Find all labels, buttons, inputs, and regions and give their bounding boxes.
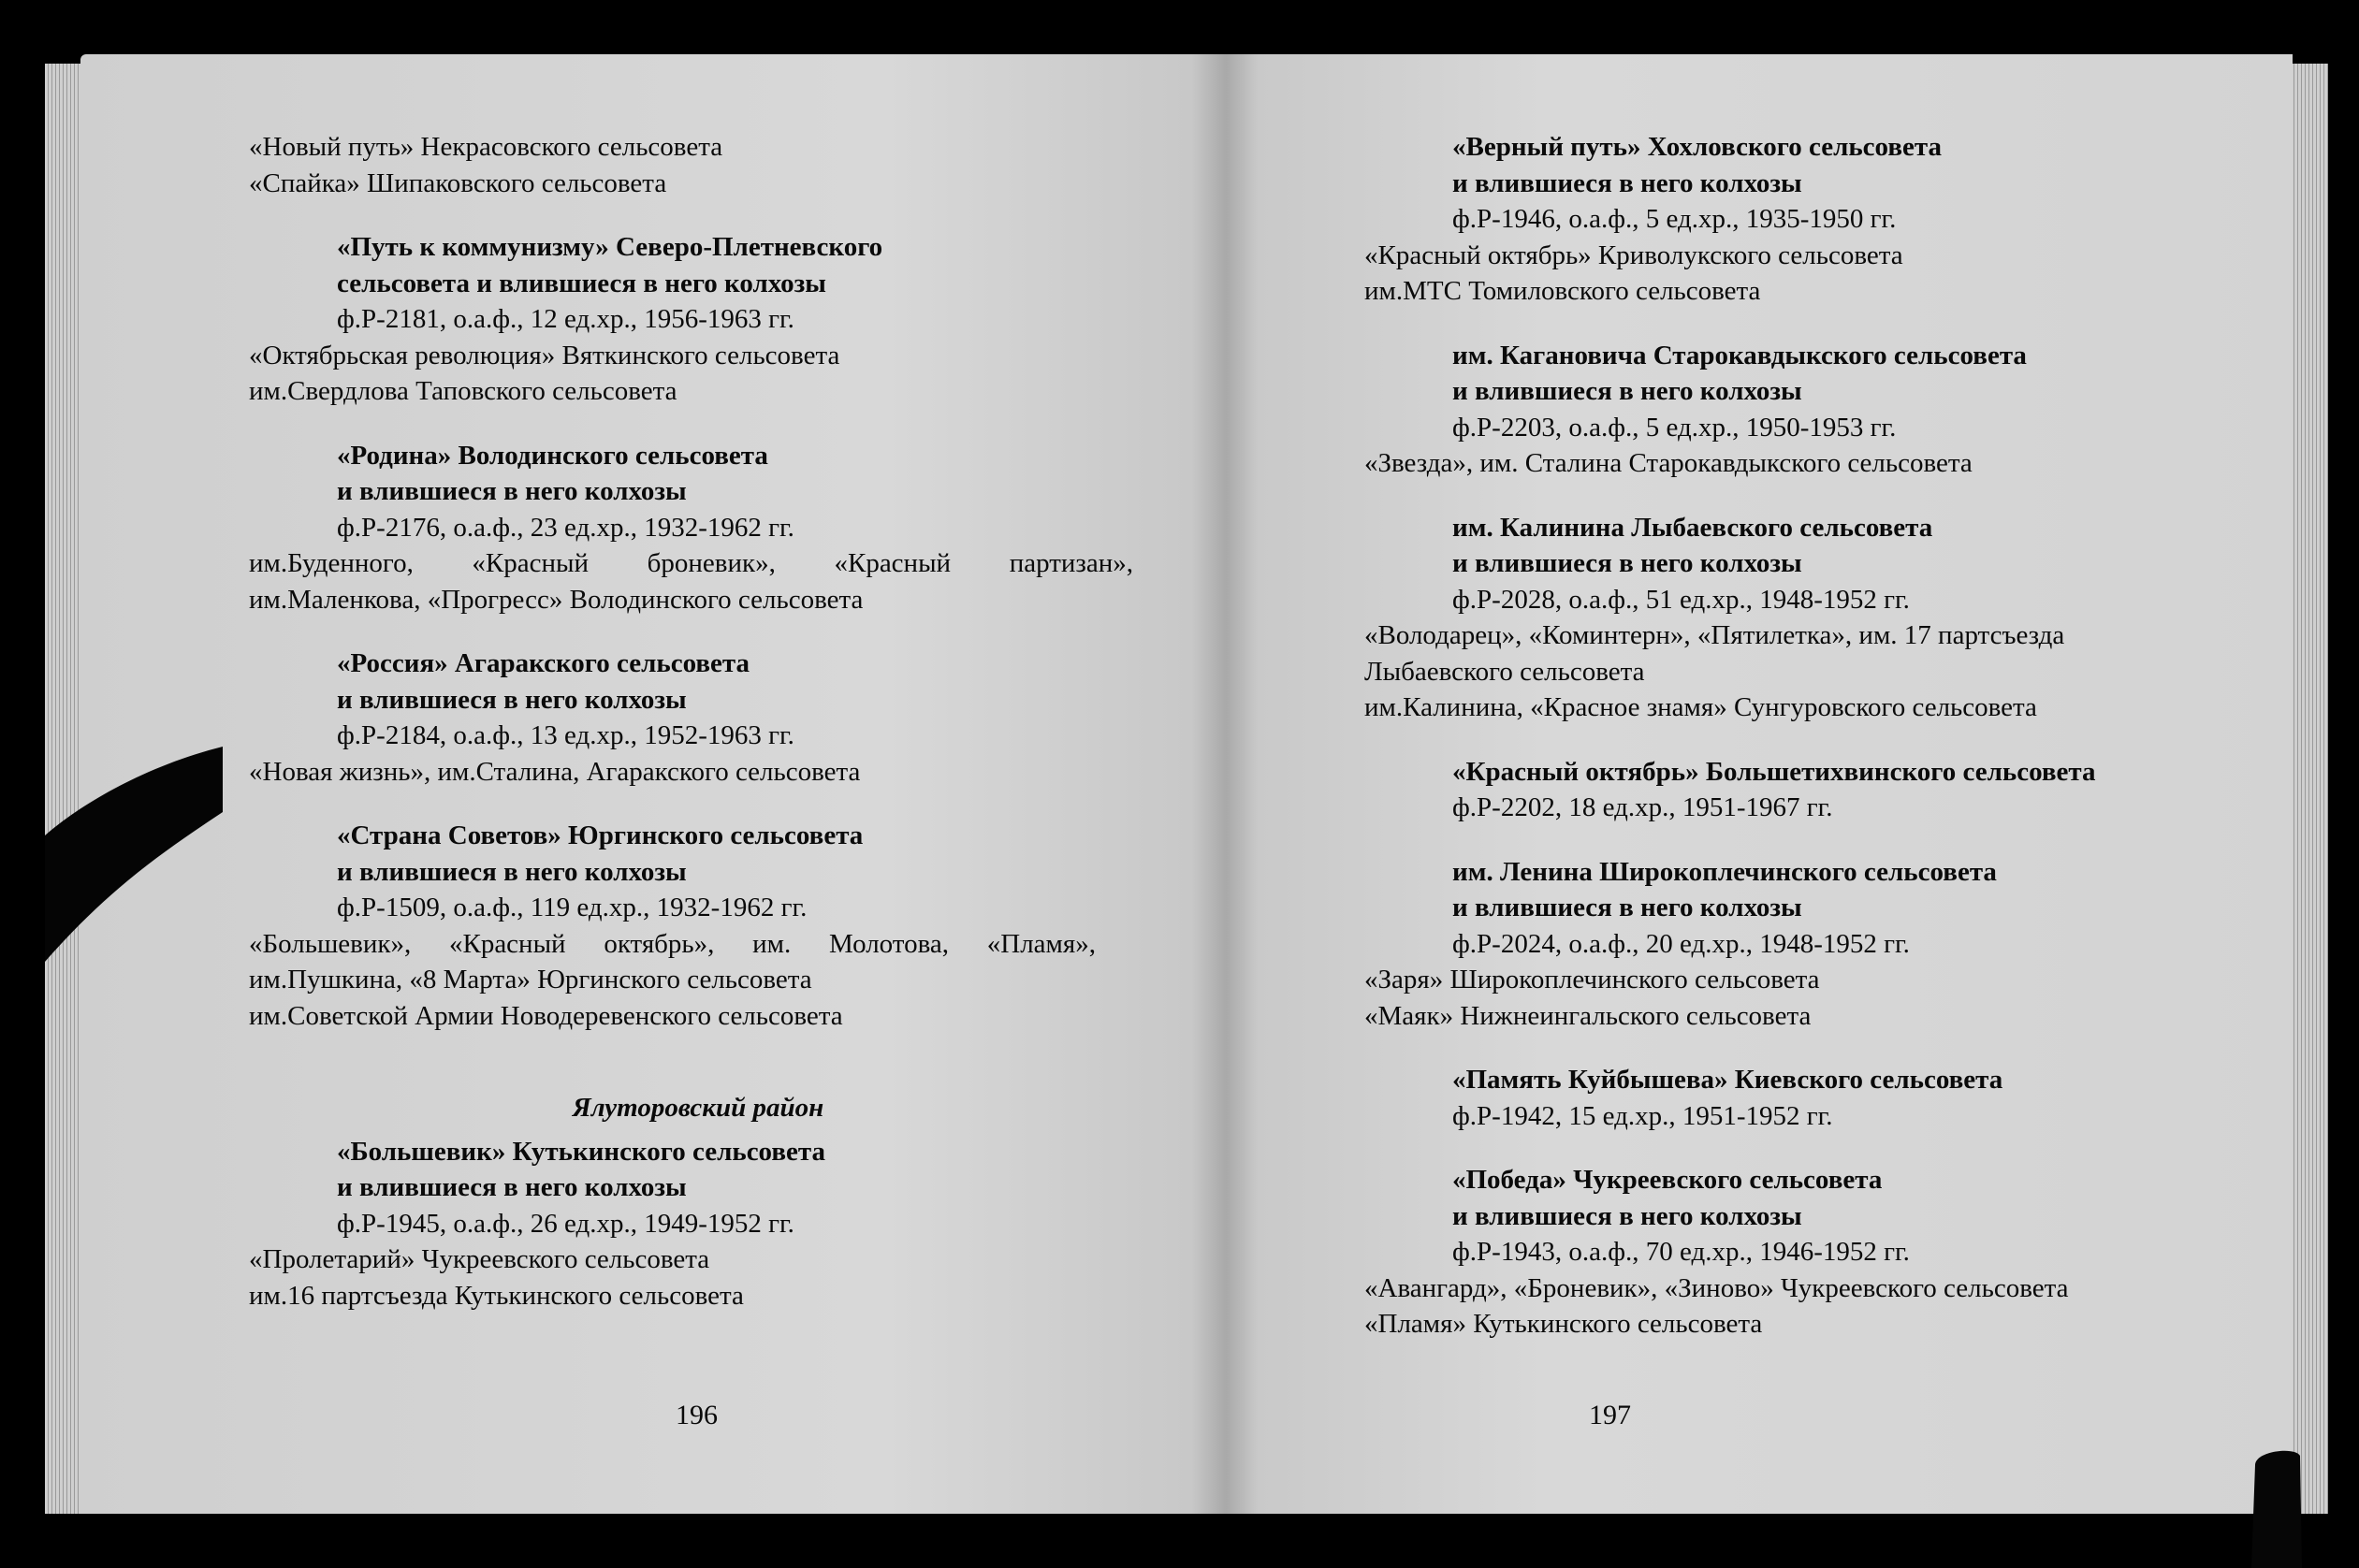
entry-heading: им. Калинина Лыбаевского сельсовета (1452, 512, 1933, 543)
farm-line: им.Буденного, «Красный броневик», «Красный партизан», (249, 548, 1133, 578)
binder-clip (2248, 1446, 2304, 1568)
farm-line: «Красный октябрь» Криволукского сельсовета (1364, 240, 1903, 270)
farm-line: им.Пушкина, «8 Марта» Юргинского сельсовета (249, 965, 812, 995)
entry-heading: «Красный октябрь» Большетихвинского сельсовета (1452, 756, 2096, 787)
fund-reference: ф.Р-2203, о.а.ф., 5 ед.хр., 1950-1953 гг. (1452, 412, 1897, 443)
farm-line: им.Калинина, «Красное знамя» Сунгуровского сельсовета (1364, 692, 2037, 722)
farm-line: «Заря» Широкоплечинского сельсовета (1364, 965, 1820, 995)
farm-line: им.Маленкова, «Прогресс» Володинского сельсовета (249, 584, 864, 615)
fund-entry (1364, 1062, 2263, 1134)
fund-entry (1364, 129, 2263, 310)
farm-line: им.МТС Томиловского сельсовета (1364, 276, 1761, 306)
entry-heading: и влившиеся в него колхозы (337, 684, 687, 715)
farm-line: «Звезда», им. Сталина Старокавдыкского сельсовета (1364, 448, 1973, 478)
fund-reference: ф.Р-2176, о.а.ф., 23 ед.хр., 1932-1962 гг. (337, 512, 794, 543)
fund-entry (1364, 338, 2263, 482)
fund-reference: ф.Р-1943, о.а.ф., 70 ед.хр., 1946-1952 гг. (1452, 1237, 1910, 1267)
fund-entry (1364, 510, 2263, 726)
entry-heading: и влившиеся в него колхозы (337, 476, 687, 506)
entry-heading: «Большевик» Кутькинского сельсовета (337, 1136, 825, 1167)
farm-line: Лыбаевского сельсовета (1364, 656, 1645, 687)
farm-line: «Большевик», «Красный октябрь», им. Молотова, «Пламя», (249, 928, 1096, 959)
right-page-edges (2291, 64, 2328, 1514)
right-page (1226, 54, 2293, 1514)
page-number: 196 (676, 1400, 718, 1430)
fund-entry (249, 438, 1185, 618)
entry-heading: «Верный путь» Хохловского сельсовета (1452, 132, 1942, 162)
farm-line: «Новая жизнь», им.Сталина, Агаракского сельсовета (249, 756, 861, 787)
entry-heading: «Путь к коммунизму» Северо-Плетневского (337, 232, 883, 262)
farm-line: им.Советской Армии Новодеревенского сельсовета (249, 1000, 843, 1031)
intro-block (249, 129, 1185, 201)
entry-heading: и влившиеся в него колхозы (337, 856, 687, 887)
entry-heading: «Страна Советов» Юргинского сельсовета (337, 820, 864, 850)
farm-line: «Пролетарий» Чукреевского сельсовета (249, 1244, 710, 1274)
fund-entry (249, 1134, 1185, 1314)
fund-reference: ф.Р-2184, о.а.ф., 13 ед.хр., 1952-1963 гг. (337, 720, 794, 750)
entry-heading: и влившиеся в него колхозы (1452, 1200, 1802, 1231)
ink-smear (45, 747, 223, 962)
entry-heading: им. Ленина Широкоплечинского сельсовета (1452, 856, 1997, 887)
farm-line: «Спайка» Шипаковского сельсовета (249, 167, 667, 198)
region-heading: Ялуторовский район (572, 1093, 824, 1123)
farm-line: «Пламя» Кутькинского сельсовета (1364, 1309, 1763, 1339)
fund-reference: ф.Р-2202, 18 ед.хр., 1951-1967 гг. (1452, 792, 1833, 822)
entry-heading: «Память Куйбышева» Киевского сельсовета (1452, 1065, 2003, 1095)
entry-heading: «Победа» Чукреевского сельсовета (1452, 1165, 1883, 1195)
entry-heading: «Родина» Володинского сельсовета (337, 440, 768, 471)
entry-heading: и влившиеся в него колхозы (1452, 376, 1802, 406)
fund-entry (249, 229, 1185, 410)
fund-reference: ф.Р-1509, о.а.ф., 119 ед.хр., 1932-1962 гг. (337, 893, 808, 922)
entry-heading: сельсовета и влившиеся в него колхозы (337, 268, 826, 298)
fund-entry (249, 646, 1185, 790)
fund-entry (1364, 1162, 2263, 1343)
fund-reference: ф.Р-1946, о.а.ф., 5 ед.хр., 1935-1950 гг. (1452, 204, 1897, 234)
open-book (45, 54, 2328, 1514)
farm-line: «Володарец», «Коминтерн», «Пятилетка», им. 17 партсъезда (1364, 620, 2065, 650)
entry-heading: и влившиеся в него колхозы (1452, 548, 1802, 578)
farm-line: им.Свердлова Таповского сельсовета (249, 376, 677, 406)
right-page-content (1364, 129, 2263, 1343)
fund-entry (1364, 754, 2263, 826)
entry-heading: и влившиеся в него колхозы (1452, 893, 1802, 922)
entry-heading: «Россия» Агаракского сельсовета (337, 648, 750, 678)
farm-line: им.16 партсъезда Кутькинского сельсовета (249, 1280, 744, 1311)
left-page (80, 54, 1226, 1514)
fund-reference: ф.Р-2028, о.а.ф., 51 ед.хр., 1948-1952 гг. (1452, 584, 1910, 615)
fund-entry (249, 818, 1185, 1034)
fund-reference: ф.Р-1945, о.а.ф., 26 ед.хр., 1949-1952 гг. (337, 1208, 794, 1239)
farm-line: «Маяк» Нижнеингальского сельсовета (1364, 1000, 1812, 1031)
entry-heading: и влившиеся в него колхозы (337, 1172, 687, 1202)
left-page-content (249, 129, 1185, 1314)
page-number: 197 (1589, 1400, 1631, 1430)
farm-line: «Новый путь» Некрасовского сельсовета (249, 132, 723, 162)
entry-heading: им. Кагановича Старокавдыкского сельсовета (1452, 340, 2027, 370)
entry-heading: и влившиеся в него колхозы (1452, 167, 1802, 198)
farm-line: «Октябрьская революция» Вяткинского сельсовета (249, 340, 840, 370)
fund-entry (1364, 854, 2263, 1035)
fund-reference: ф.Р-1942, 15 ед.хр., 1951-1952 гг. (1452, 1100, 1833, 1131)
fund-reference: ф.Р-2024, о.а.ф., 20 ед.хр., 1948-1952 гг. (1452, 928, 1910, 959)
farm-line: «Авангард», «Броневик», «Зиново» Чукреевского сельсовета (1364, 1272, 2069, 1303)
fund-reference: ф.Р-2181, о.а.ф., 12 ед.хр., 1956-1963 гг. (337, 304, 794, 334)
